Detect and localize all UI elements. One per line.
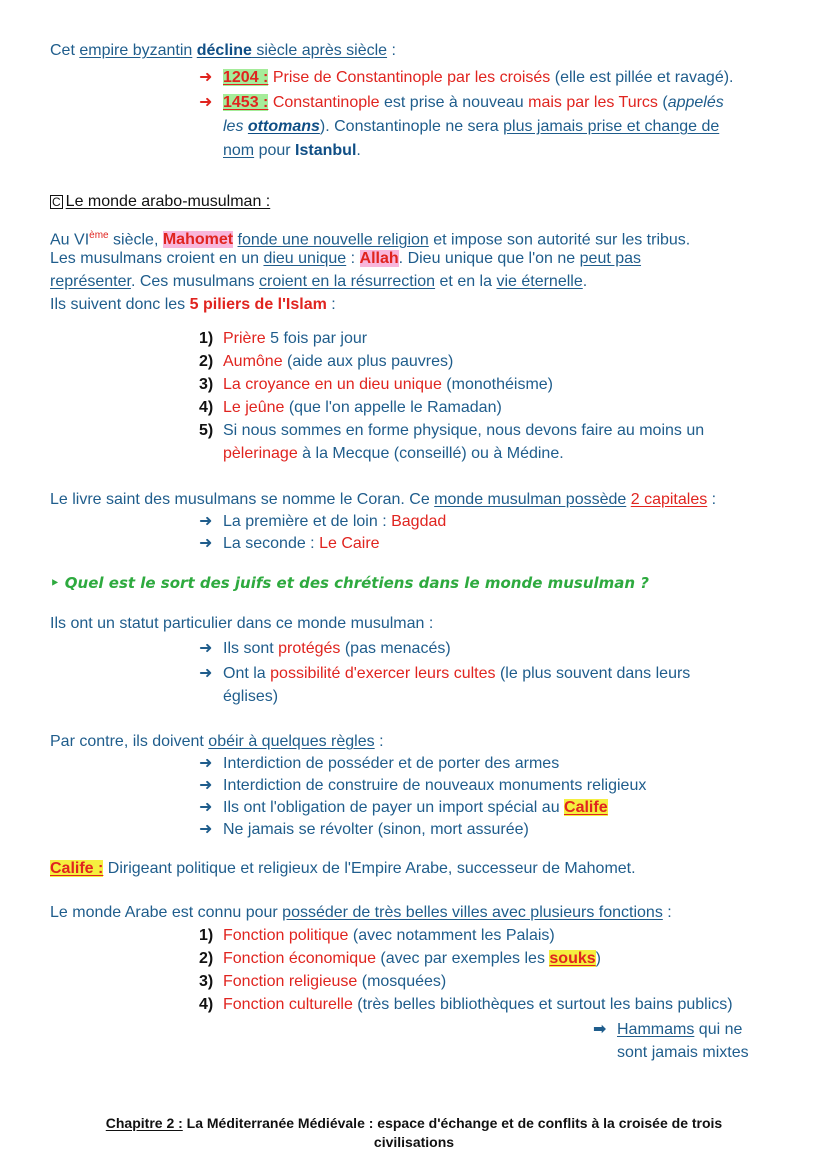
regle-2: ➜ Interdiction de construire de nouveaux monuments religieux xyxy=(223,775,646,797)
para1-line1: Au VIème siècle, Mahomet fonde une nouvelle religion et impose son autorité sur les tribus. xyxy=(50,230,691,249)
event-1204: ➜ 1204 : Prise de Constantinople par les croisés (elle est pillée et ravagé). xyxy=(223,67,734,89)
pillar-4: 4) Le jeûne (que l'on appelle le Ramadan) xyxy=(199,399,502,416)
arrow-right-icon: ➜ xyxy=(199,513,213,530)
para1-line2: Les musulmans croient en un dieu unique : Allah. Dieu unique que l'on ne peut pas xyxy=(50,250,642,267)
arrow-right-icon: ➜ xyxy=(199,821,213,838)
pillar-5-line2: pèlerinage à la Mecque (conseillé) ou à Médine. xyxy=(223,445,564,462)
question-heading: ‣ Quel est le sort des juifs et des chrétiens dans le monde musulman ? xyxy=(50,574,649,592)
calife-definition: Calife : Dirigeant politique et religieux de l'Empire Arabe, successeur de Mahomet. xyxy=(50,860,636,877)
regle-4: ➜ Ne jamais se révolter (sinon, mort assurée) xyxy=(223,819,529,841)
regles-intro: Par contre, ils doivent obéir à quelques règles : xyxy=(50,733,384,750)
para1-line3: représenter. Ces musulmans croient en la résurrection et en la vie éternelle. xyxy=(50,273,588,290)
decline-word: décline xyxy=(196,42,252,59)
byzance-intro: Cet empire byzantin décline siècle après siècle : xyxy=(50,42,396,59)
statut-point-2: ➜ Ont la possibilité d'exercer leurs cultes (le plus souvent dans leurs xyxy=(223,663,690,685)
capital-2: ➜ La seconde : Le Caire xyxy=(223,533,380,555)
ville-fonction-4: 4) Fonction culturelle (très belles bibliothèques et surtout les bains publics) xyxy=(199,996,733,1013)
event-1453: ➜ 1453 : Constantinople est prise à nouveau mais par les Turcs (appelés xyxy=(223,92,724,114)
ville-fonction-2: 2) Fonction économique (avec par exemples les souks) xyxy=(199,950,601,967)
villes-intro: Le monde Arabe est connu pour posséder de très belles villes avec plusieurs fonctions : xyxy=(50,904,672,921)
statut-intro: Ils ont un statut particulier dans ce monde musulman : xyxy=(50,615,434,632)
chapter-footer: Chapitre 2 : La Méditerranée Médiévale : espace d'échange et de conflits à la croisée de trois civilisations xyxy=(105,1115,723,1150)
pillar-1: 1) Prière 5 fois par jour xyxy=(199,330,368,347)
letter-c-box: C xyxy=(52,195,61,209)
event-1453-line3: nom pour Istanbul. xyxy=(223,142,361,159)
statut-point-2-line2: églises) xyxy=(223,688,279,705)
regle-3: ➜ Ils ont l'obligation de payer un import spécial au Calife xyxy=(223,797,608,819)
arrow-right-icon: ➜ xyxy=(199,640,213,657)
arrow-right-icon: ➜ xyxy=(199,799,213,816)
coran-line: Le livre saint des musulmans se nomme le Coran. Ce monde musulman possède 2 capitales : xyxy=(50,491,717,508)
statut-point-1: ➜ Ils sont protégés (pas menacés) xyxy=(223,638,451,660)
ville-fonction-1: 1) Fonction politique (avec notamment les Palais) xyxy=(199,927,555,944)
para1-line4: Ils suivent donc les 5 piliers de l'Islam : xyxy=(50,296,336,313)
pillar-5: 5) Si nous sommes en forme physique, nous devons faire au moins un xyxy=(199,422,705,439)
arrow-right-icon: ➜ xyxy=(199,535,213,552)
arrow-right-icon: ➜ xyxy=(199,69,213,86)
section-c-title: C Le monde arabo-musulman : xyxy=(52,193,271,210)
event-1453-line2: les ottomans). Constantinople ne sera plus jamais prise et change de xyxy=(223,118,720,135)
arrow-right-icon: ➜ xyxy=(199,665,213,682)
arrow-right-icon: ➜ xyxy=(199,777,213,794)
hammams-note: ➡ Hammams qui ne xyxy=(617,1019,742,1041)
arrow-right-icon: ➜ xyxy=(199,94,213,111)
hammams-note-line2: sont jamais mixtes xyxy=(617,1044,749,1061)
pillar-2: 2) Aumône (aide aux plus pauvres) xyxy=(199,353,454,370)
heavy-arrow-icon: ➡ xyxy=(593,1021,607,1038)
pillar-3: 3) La croyance en un dieu unique (monothéisme) xyxy=(199,376,553,393)
capital-1: ➜ La première et de loin : Bagdad xyxy=(223,511,446,533)
arrow-right-icon: ➜ xyxy=(199,755,213,772)
ville-fonction-3: 3) Fonction religieuse (mosquées) xyxy=(199,973,447,990)
regle-1: ➜ Interdiction de posséder et de porter des armes xyxy=(223,753,559,775)
